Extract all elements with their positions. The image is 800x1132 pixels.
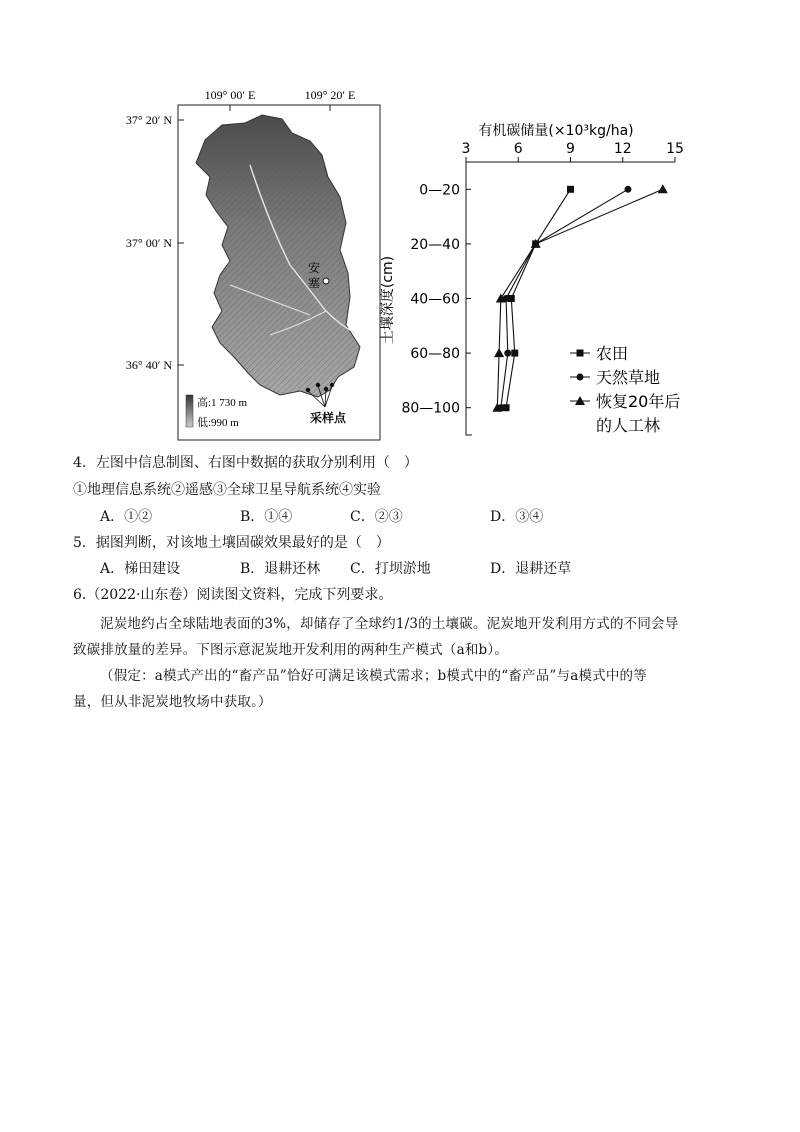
legend-label: 农田	[596, 344, 629, 363]
y-tick-label: 80—100	[401, 400, 460, 417]
lon-label-109-00: 109° 00′ E	[204, 88, 256, 102]
data-point-square	[567, 186, 574, 193]
y-tick-label: 20—40	[410, 236, 460, 253]
q5-option-d[interactable]: D．退耕还草	[490, 561, 572, 577]
q5-stem: 5．据图判断，对该地土壤固碳效果最好的是（ ）	[73, 535, 390, 551]
y-tick-label: 0—20	[419, 182, 460, 199]
q5-option-a[interactable]: A．梯田建设	[100, 561, 181, 577]
lat-label-36-40: 36° 40′ N	[125, 358, 172, 372]
legend-label: 恢复20年后	[596, 392, 681, 411]
x-tick-label: 9	[566, 141, 575, 157]
data-point-triangle	[658, 184, 668, 193]
q4-stem: 4．左图中信息制图、右图中数据的获取分别利用（ ）	[73, 455, 418, 471]
town-marker	[323, 278, 329, 284]
q6-paragraph2-line1: （假定：a模式产出的“畜产品”恰好可满足该模式需求；b模式中的“畜产品”与a模式中的等	[100, 668, 647, 684]
legend-marker-square	[577, 350, 584, 357]
q6-stem: 6.（2022·山东卷）阅读图文资料，完成下列要求。	[73, 587, 393, 603]
town-label-char1: 安	[308, 261, 321, 275]
q5-option-b[interactable]: B．退耕还林	[240, 561, 321, 577]
lon-label-109-20: 109° 20′ E	[304, 88, 356, 102]
y-tick-label: 60—80	[410, 346, 460, 363]
q5-option-c[interactable]: C．打坝淤地	[350, 561, 431, 577]
q6-paragraph1-line2: 致碳排放量的差异。下图示意泥炭地开发利用的两种生产模式（a和b）。	[73, 642, 509, 658]
legend-high: 高:1 730 m	[197, 397, 248, 409]
elevation-legend-bar	[186, 395, 193, 427]
x-tick-label: 3	[461, 141, 471, 157]
sample-label: 采样点	[310, 411, 347, 425]
q4-option-c[interactable]: C．②③	[350, 509, 403, 525]
q4-option-b[interactable]: B．①④	[240, 509, 293, 525]
data-point-circle	[504, 350, 511, 357]
legend-low: 低:990 m	[197, 417, 239, 429]
q6-paragraph2-line2: 量，但从非泥炭地牧场中获取。）	[73, 694, 272, 710]
q6-paragraph1-line1: 泥炭地约占全球陆地表面的3%，却储存了全球约1/3的土壤碳。泥炭地开发利用方式的不同会导	[100, 616, 679, 632]
county-relief	[196, 115, 360, 397]
legend-label: 的人工林	[596, 416, 661, 435]
series-line-0	[506, 189, 570, 407]
y-tick-label: 40—60	[410, 291, 460, 308]
data-point-triangle	[494, 348, 504, 357]
x-tick-label: 15	[666, 141, 684, 157]
lat-label-37-20: 37° 20′ N	[125, 113, 172, 127]
lat-label-37-00: 37° 00′ N	[125, 236, 172, 250]
terrain-map	[125, 85, 390, 445]
q4-option-a[interactable]: A．①②	[100, 509, 153, 525]
q4-option-d[interactable]: D．③④	[490, 509, 544, 525]
x-tick-label: 12	[613, 141, 632, 157]
carbon-storage-chart	[378, 110, 700, 445]
legend-marker-circle	[577, 374, 584, 381]
data-point-circle	[624, 186, 631, 193]
data-point-square	[511, 350, 518, 357]
chart-ylabel: 土壤深度(cm)	[380, 255, 396, 345]
q4-items: ①地理信息系统②遥感③全球卫星导航系统④实验	[73, 482, 381, 498]
legend-label: 天然草地	[596, 368, 661, 387]
x-tick-label: 6	[513, 141, 523, 157]
town-label-char2: 塞	[308, 276, 321, 290]
chart-title: 有机碳储量(×10³kg/ha)	[478, 123, 634, 139]
